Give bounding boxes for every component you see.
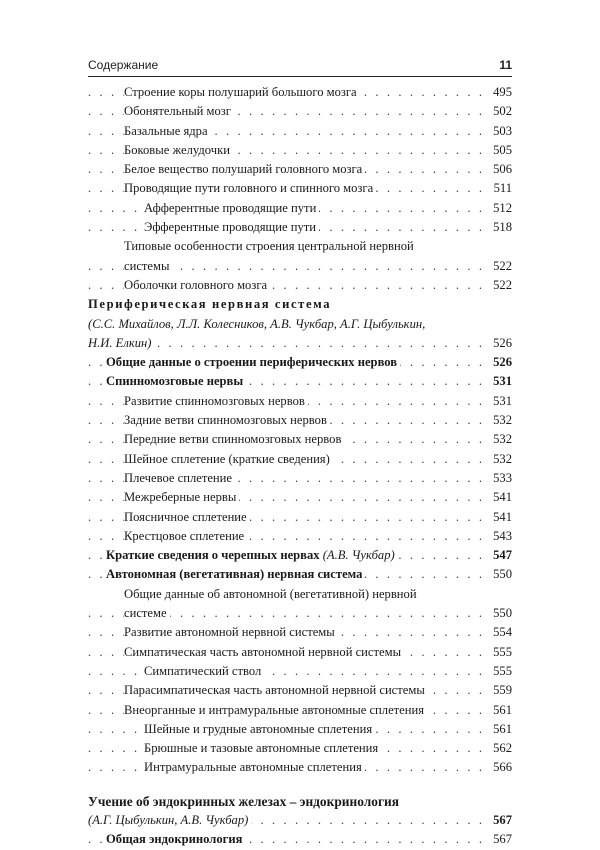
toc-entry[interactable]: . . . Межреберные нервы 541 xyxy=(88,488,512,507)
toc-entry[interactable]: . . . Парасимпатическая часть автономной нервной системы 559 xyxy=(88,681,512,700)
toc-entry[interactable]: . . . Общая эндокринология 567 xyxy=(88,830,512,849)
toc-authors: (С.С. Михайлов, Л.Л. Колесников, А.В. Чукбар, А.Г. Цыбулькин, xyxy=(88,315,512,334)
toc-entry[interactable]: . . . Развитие спинномозговых нервов 531 xyxy=(88,392,512,411)
toc-entry[interactable]: . . . Автономная (вегетативная) нервная система 550 xyxy=(88,565,512,584)
toc-entry[interactable]: . . . Спинномозговые нервы 531 xyxy=(88,372,512,391)
header-title: Содержание xyxy=(88,58,159,72)
running-header xyxy=(88,58,512,76)
toc-entry[interactable]: . . . (А.Г. Цыбулькин, А.В. Чукбар) 567 xyxy=(88,811,512,830)
toc-entry[interactable]: . . . Оболочки головного мозга 522 xyxy=(88,276,512,295)
toc-entry[interactable]: . . . Проводящие пути головного и спинного мозга 511 xyxy=(88,179,512,198)
toc-section-heading[interactable]: Учение об эндокринных железах – эндокринология xyxy=(88,792,512,811)
toc-entry[interactable]: . . . Симпатическая часть автономной нервной системы 555 xyxy=(88,643,512,662)
toc-entry[interactable]: . . . Общие данные о строении периферических нервов 526 xyxy=(88,353,512,372)
toc-entry[interactable]: . . . Краткие сведения о черепных нервах (А.В. Чукбар) 547 xyxy=(88,546,512,565)
toc-entry[interactable]: . . . Плечевое сплетение 533 xyxy=(88,469,512,488)
toc-entry[interactable]: . . . Базальные ядра 503 xyxy=(88,122,512,141)
toc-entry[interactable]: . . . Н.И. Елкин) 526 xyxy=(88,334,512,353)
header-page-number: 11 xyxy=(499,58,512,72)
toc-entry[interactable]: . . . Внеорганные и интрамуральные автономные сплетения 561 xyxy=(88,701,512,720)
toc-entry[interactable]: . . . Крестцовое сплетение 543 xyxy=(88,527,512,546)
table-of-contents xyxy=(88,83,512,850)
header-rule xyxy=(88,76,512,77)
toc-entry[interactable]: . . . Обонятельный мозг 502 xyxy=(88,102,512,121)
toc-entry[interactable]: . . . Брюшные и тазовые автономные сплетения 562 xyxy=(88,739,512,758)
toc-entry[interactable]: . . . Поясничное сплетение 541 xyxy=(88,508,512,527)
toc-entry[interactable]: . . . Эфферентные проводящие пути 518 xyxy=(88,218,512,237)
toc-entry[interactable]: . . . системе 550 xyxy=(88,604,512,623)
toc-entry[interactable]: . . . системы 522 xyxy=(88,257,512,276)
toc-entry[interactable]: . . . Шейное сплетение (краткие сведения) 532 xyxy=(88,450,512,469)
toc-entry[interactable]: . . . Боковые желудочки 505 xyxy=(88,141,512,160)
toc-entry[interactable]: . . . Интрамуральные автономные сплетения 566 xyxy=(88,758,512,777)
toc-section-heading[interactable]: Периферическая нервная система xyxy=(88,295,512,314)
toc-entry[interactable]: . . . Передние ветви спинномозговых нервов 532 xyxy=(88,430,512,449)
toc-entry[interactable]: . . . Шейные и грудные автономные сплетения 561 xyxy=(88,720,512,739)
toc-entry[interactable]: . . . Развитие автономной нервной системы 554 xyxy=(88,623,512,642)
toc-entry[interactable]: . . . Афферентные проводящие пути 512 xyxy=(88,199,512,218)
toc-entry[interactable]: . . . Симпатический ствол 555 xyxy=(88,662,512,681)
toc-entry[interactable]: . . . Белое вещество полушарий головного мозга 506 xyxy=(88,160,512,179)
toc-entry[interactable]: . . . Задние ветви спинномозговых нервов 532 xyxy=(88,411,512,430)
toc-entry[interactable]: Типовые особенности строения центральной нервной xyxy=(88,237,512,256)
toc-entry[interactable]: . . . Строение коры полушарий большого мозга 495 xyxy=(88,83,512,102)
toc-entry[interactable]: Общие данные об автономной (вегетативной) нервной xyxy=(88,585,512,604)
